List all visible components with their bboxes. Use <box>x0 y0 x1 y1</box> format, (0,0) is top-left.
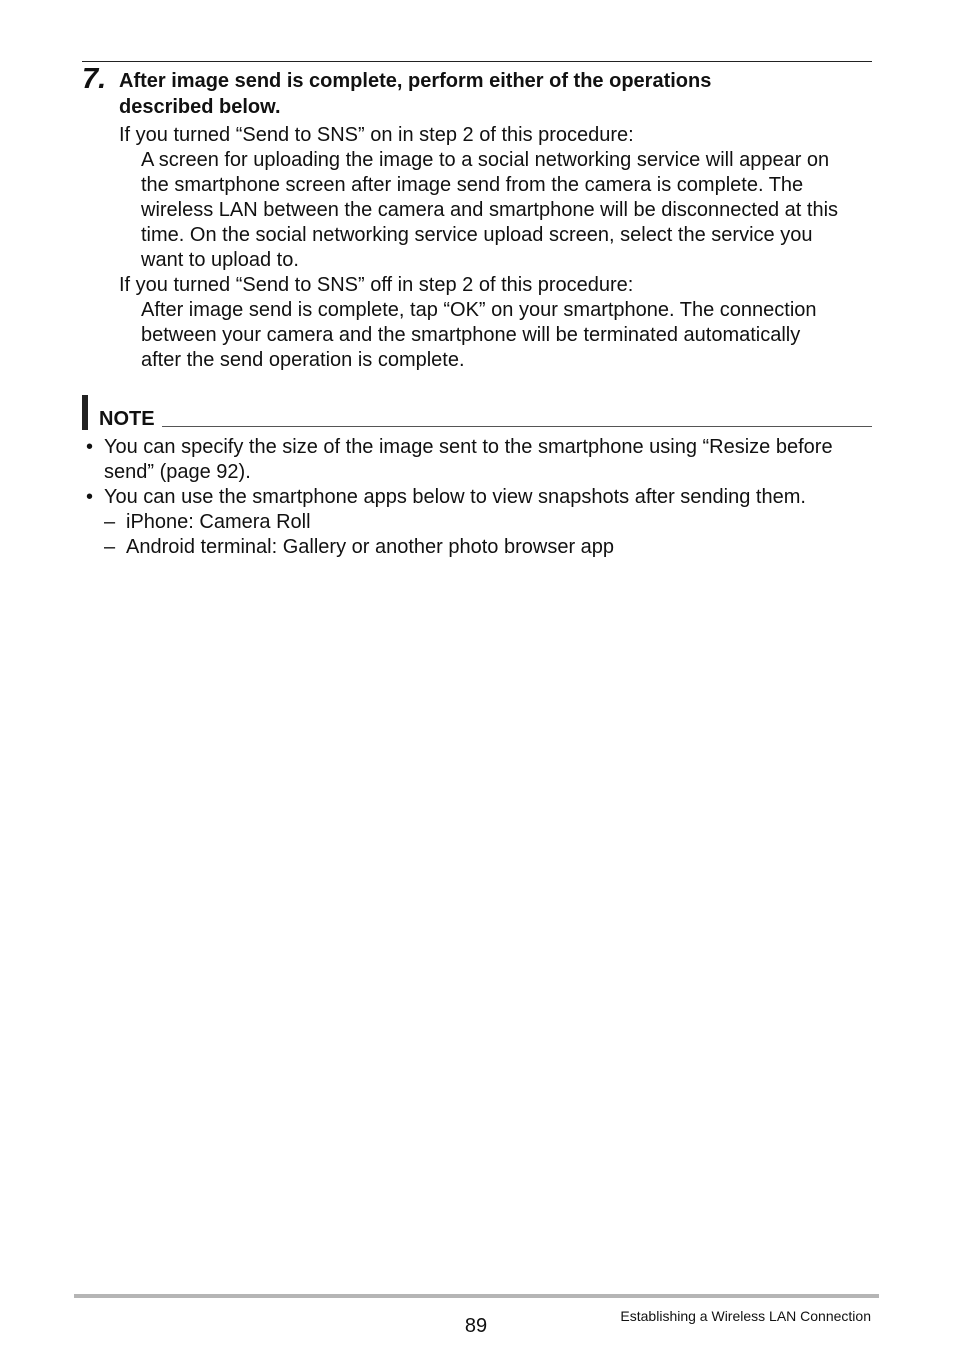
bullet-line: send” (page 92). <box>104 461 251 483</box>
note-subitem-android: Android terminal: Gallery or another photo browser app <box>126 536 615 558</box>
paragraph-line: after the send operation is complete. <box>141 349 465 371</box>
footer-section-title: Establishing a Wireless LAN Connection <box>620 1308 871 1324</box>
step-heading <box>119 68 839 120</box>
bullet-line: You can use the smartphone apps below to view snapshots after sending them. <box>104 486 806 508</box>
condition-sns-on-text <box>141 148 838 273</box>
note-bullet-resize <box>104 435 833 485</box>
bullet-icon: • <box>86 436 94 458</box>
step-heading-line: described below. <box>119 96 281 118</box>
note-heading: NOTE <box>99 408 155 430</box>
condition-sns-off-text <box>141 298 817 373</box>
paragraph-line: want to upload to. <box>141 249 299 271</box>
bullet-line: You can specify the size of the image sent to the smartphone using “Resize before <box>104 436 833 458</box>
note-marker-bar <box>82 395 88 430</box>
step-heading-line: After image send is complete, perform either of the operations <box>119 70 712 92</box>
paragraph-line: After image send is complete, tap “OK” on your smartphone. The connection <box>141 299 817 321</box>
bullet-icon: • <box>86 486 94 508</box>
paragraph-line: time. On the social networking service upload screen, select the service you <box>141 224 813 246</box>
dash-icon: – <box>104 536 116 558</box>
note-bullet-apps <box>104 485 806 510</box>
paragraph-line: between your camera and the smartphone will be terminated automatically <box>141 324 801 346</box>
paragraph-line: A screen for uploading the image to a social networking service will appear on <box>141 149 830 171</box>
condition-sns-off-label: If you turned “Send to SNS” off in step 2 of this procedure: <box>119 274 634 296</box>
note-divider <box>162 426 872 427</box>
step-number: 7. <box>82 63 107 95</box>
note-subitem-iphone: iPhone: Camera Roll <box>126 511 311 533</box>
dash-icon: – <box>104 511 116 533</box>
page-number: 89 <box>464 1315 488 1337</box>
condition-sns-on-label: If you turned “Send to SNS” on in step 2 of this procedure: <box>119 124 634 146</box>
top-divider <box>82 61 872 62</box>
paragraph-line: wireless LAN between the camera and smartphone will be disconnected at this <box>141 199 839 221</box>
paragraph-line: the smartphone screen after image send from the camera is complete. The <box>141 174 804 196</box>
footer-divider <box>74 1294 879 1298</box>
